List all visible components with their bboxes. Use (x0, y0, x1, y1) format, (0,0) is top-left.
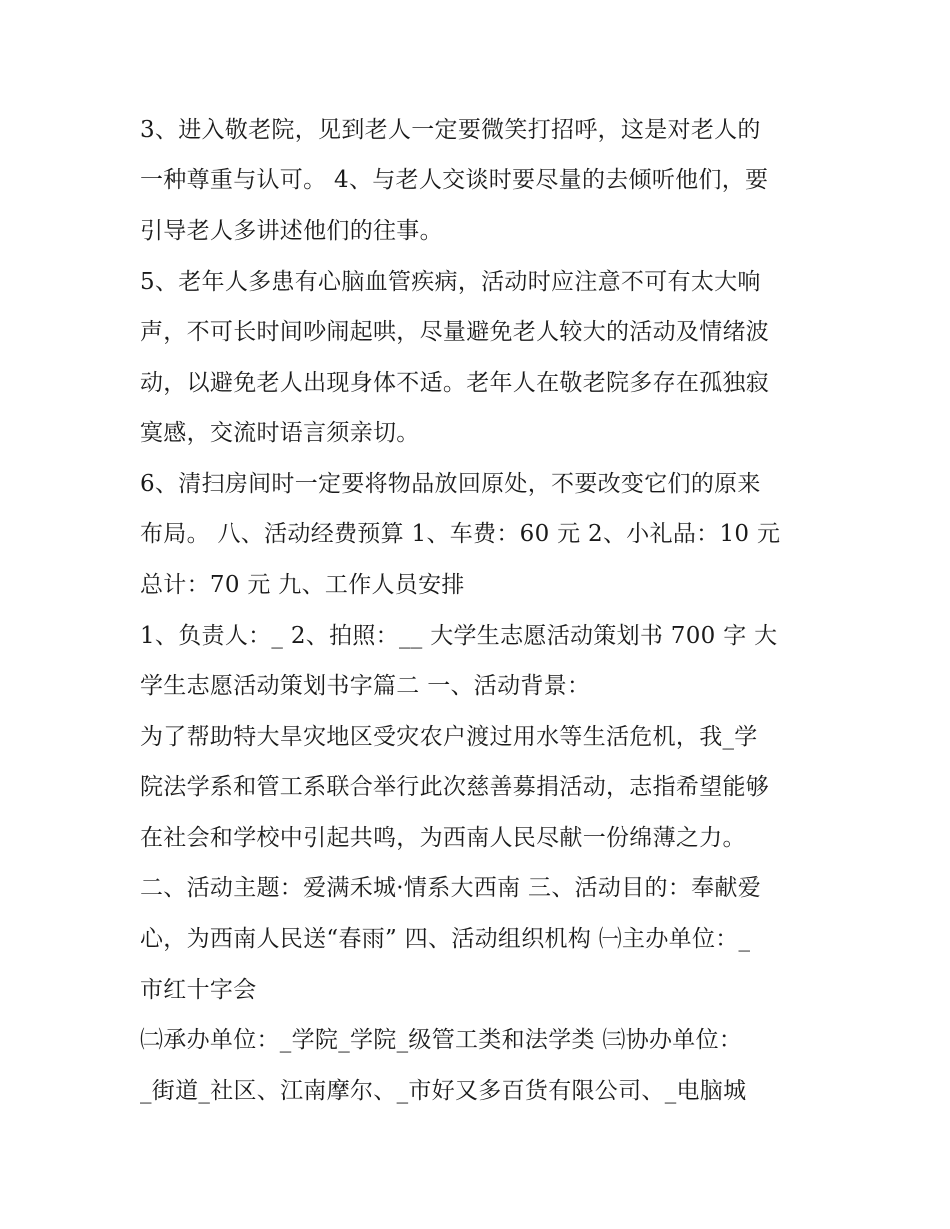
text-line: 1、负责人：_ 2、拍照：__ 大学生志愿活动策划书 700 字 大 (140, 623, 778, 649)
text-line: 5、老年人多患有心脑血管疾病，活动时应注意不可有太大响 (140, 269, 761, 295)
text-line: 心，为西南人民送“春雨” 四、活动组织机构 ㈠主办单位：_ (140, 926, 751, 952)
text-line: 总计：70 元 九、工作人员安排 (140, 572, 465, 598)
text-line: 6、清扫房间时一定要将物品放回原处，不要改变它们的原来 (140, 471, 761, 497)
text-line: 寞感，交流时语言须亲切。 (140, 420, 420, 446)
text-line: 布局。 八、活动经费预算 1、车费：60 元 2、小礼品：10 元 (140, 521, 781, 547)
text-line: 为了帮助特大旱灾地区受灾农户渡过用水等生活危机，我_学 (140, 724, 758, 750)
text-line: 院法学系和管工系联合举行此次慈善募捐活动，志指希望能够 (140, 774, 770, 800)
text-line: 声，不可长时间吵闹起哄，尽量避免老人较大的活动及情绪波 (140, 319, 770, 345)
text-line: 在社会和学校中引起共鸣，为西南人民尽献一份绵薄之力。 (140, 825, 746, 851)
text-line: 动，以避免老人出现身体不适。老年人在敬老院多存在孤独寂 (140, 370, 770, 396)
text-line: ㈡承办单位：_学院_学院_级管工类和法学类 ㈢协办单位： (140, 1027, 743, 1053)
text-line: 二、活动主题：爱满禾城·情系大西南 三、活动目的：奉献爱 (140, 875, 762, 901)
text-line: 3、进入敬老院，见到老人一定要微笑打招呼，这是对老人的 (140, 117, 761, 143)
text-line: 市红十字会 (140, 977, 257, 1003)
text-line: 引导老人多讲述他们的往事。 (140, 218, 443, 244)
text-line: 一种尊重与认可。 4、与老人交谈时要尽量的去倾听他们，要 (140, 167, 769, 193)
text-line: 学生志愿活动策划书字篇二 一、活动背景： (140, 673, 591, 699)
text-line: _街道_社区、江南摩尔、_市好又多百货有限公司、_电脑城 (140, 1078, 747, 1104)
